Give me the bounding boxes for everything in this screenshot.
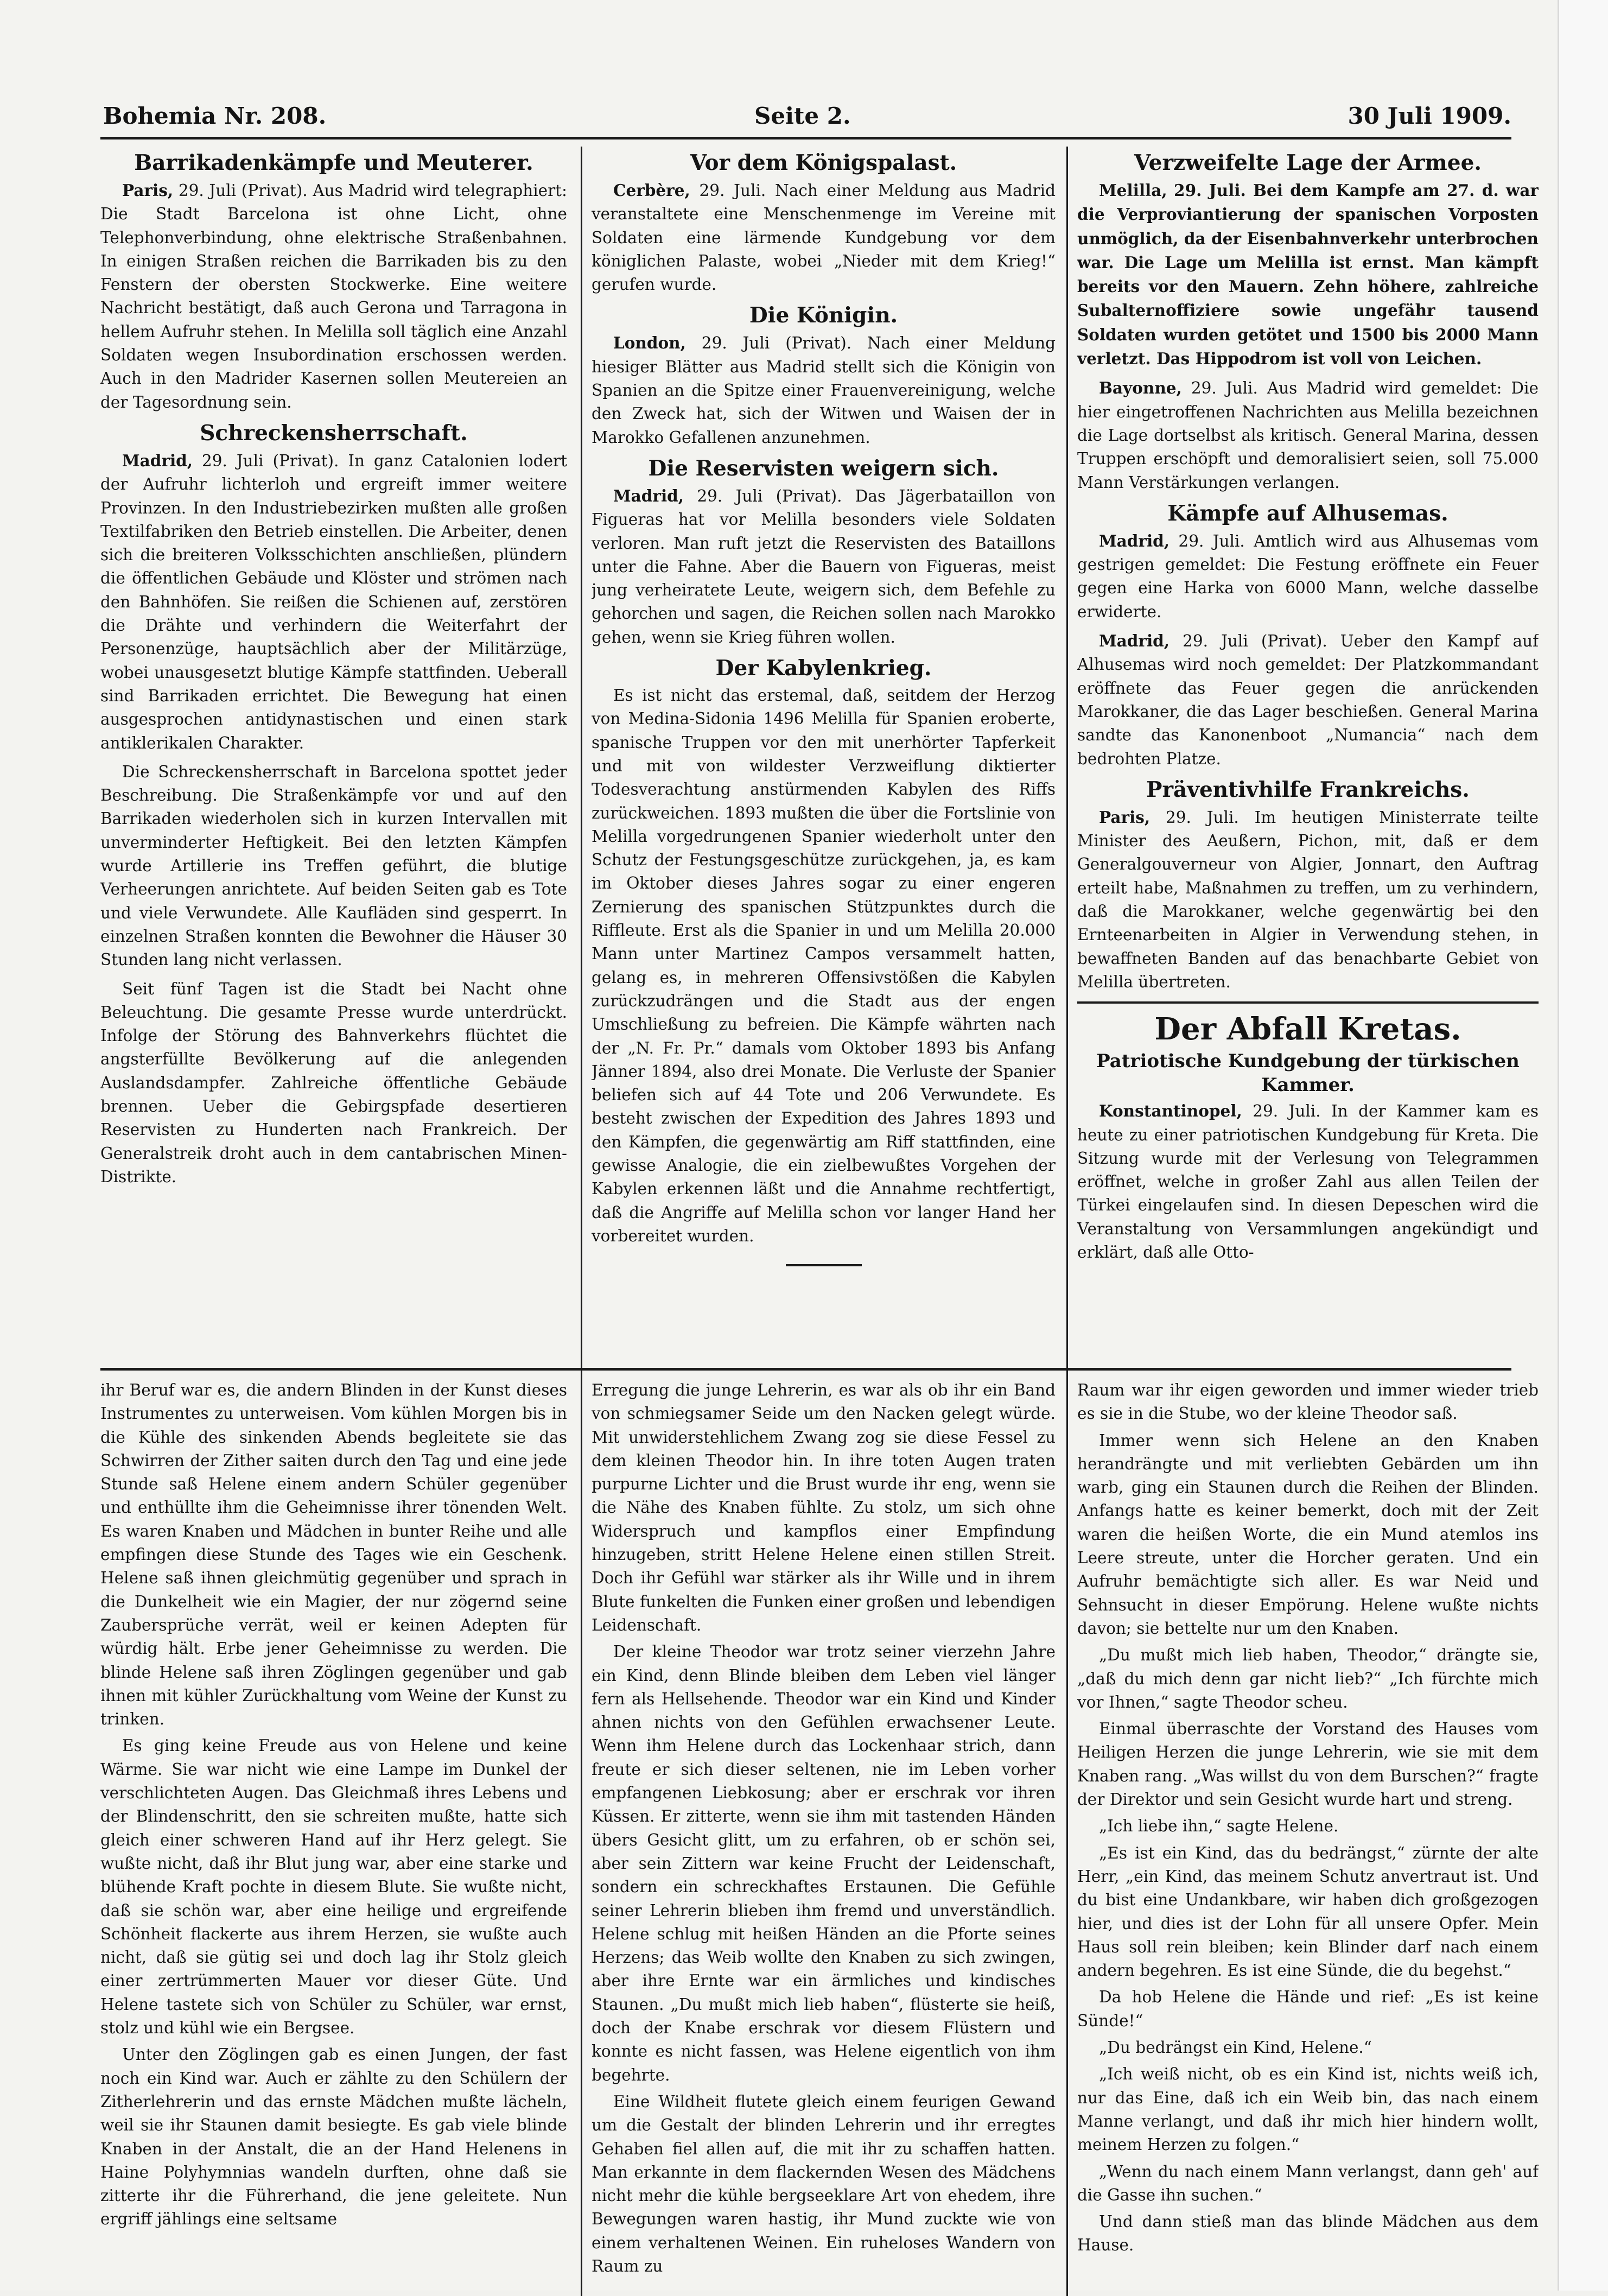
feuilleton-paragraph: Es ging keine Freude aus von Helene und keine Wärme. Sie war nicht wie eine Lampe im Dunkel der verschlichteten Augen. Das Gleichmaß ihres Lebens und der Blindenschritt, den sie schreiten mußte, hatte sich gleich einer schweren Hand auf ihr Herz gelegt. Sie wußte nicht, daß ihr Blut jung war, aber eine starke und blühende Kraft pochte in diesem Blute. Sie wußte nicht, daß sie schön war, aber eine heilige und ergreifende Schönheit flackerte aus ihrem Herzen, sie wußte auch nicht, daß sie gütig sei und doch lag ihr Stolz gleich einer zertrümmerten Mauer vor dieser Güte. Und Helene tastete sich von Schüler zu Schüler, war ernst, stolz und kühl wie ein Bergsee. bbox=[100, 1736, 567, 2038]
feuilleton-paragraph: „Ich weiß nicht, ob es ein Kind ist, nichts weiß ich, nur das Eine, daß ich ein Weib bin, das nach einem Manne verlangt, und daß ihr mich hier hindern wollt, meinem Herzen zu folgen.“ bbox=[1077, 2065, 1539, 2154]
article-alhusemas bbox=[1077, 529, 1539, 624]
article-text: 29. Juli. Im heutigen Ministerrate teilte Minister des Aeußern, Pichon, mit, daß er dem Generalgouverneur von Algier, Jonnart, den Auftrag erteilt habe, Maßnahmen zu treffen, um zu verhindern, daß die Marokkaner, welche gegenwärtig bei den Ernteenarbeiten in Algier in Verwendung stehen, in bewaffneten Banden auf das benachbarte Gebiet von Melilla übertreten. bbox=[1077, 808, 1539, 991]
headline-alhusemas: Kämpfe auf Alhusemas. bbox=[1167, 500, 1448, 526]
article-text: 29. Juli (Privat). Nach einer Meldung hiesiger Blätter aus Madrid stellt sich die Königin von Spanien an die Spitze einer Frauenvereinigung, welche den Zweck hat, sich der Witwen und Waisen der in Marokko Gefallenen anzunehmen. bbox=[592, 334, 1056, 447]
article-schreckensherrschaft-p1 bbox=[100, 449, 567, 755]
headline-abfall-kretas: Der Abfall Kretas. bbox=[1154, 1011, 1461, 1048]
feuilleton-paragraph: „Du mußt mich lieb haben, Theodor,“ drängte sie, „daß du mich denn gar nicht lieb?“ „Ich fürchte mich vor Ihnen,“ sagte Theodor scheu. bbox=[1077, 1646, 1539, 1711]
section-rule bbox=[1077, 1001, 1539, 1004]
article-text-bold: 29. Juli. Bei dem Kampfe am 27. d. war die Verproviantierung der spanischen Vorposten unmöglich, da der Eisenbahnverkehr unterbrochen war. Die Lage um Melilla ist ernst. Man kämpft bereits vor den Mauern. Zehn höhere, zahlreiche Subalternoffiziere sowie ungefähr tausend Soldaten wurden getötet und 1500 bis 2000 Mann verletzt. Das Hippodrom ist voll von Leichen. bbox=[1077, 181, 1539, 369]
article-text: 29. Juli. In der Kammer kam es heute zu einer patriotischen Kundgebung für Kreta. Die Sitzung wurde mit der Verlesung von Telegrammen eröffnet, welche in großer Zahl aus allen Teilen der Türkei eingelaufen sind. In diesen Depeschen wird die Veranstaltung von Versammlungen angekündigt und erklärt, daß alle Otto- bbox=[1077, 1102, 1539, 1261]
dateline: Paris, bbox=[1099, 807, 1151, 827]
article-praeventivhilfe bbox=[1077, 805, 1539, 994]
article-text: 29. Juli. Aus Madrid wird gemeldet: Die hier eingetroffenen Nachrichten aus Melilla bezeichnen die Lage dortselbst als kritisch. General Marina, dessen Truppen erschöpft und demoralisiert seien, soll 75.000 Mann Verstärkungen verlangen. bbox=[1077, 379, 1539, 492]
article-schreckensherrschaft-p2: Die Schreckensherrschaft in Barcelona spottet jeder Beschreibung. Die Straßenkämpfe vor und auf den Barrikaden wiederholen sich in kurzen Intervallen mit unverminderter Heftigkeit. Bei den letzten Kämpfen wurde Artillerie ins Treffen geführt, die blutige Verheerungen anrichtete. Auf beiden Seiten gab es Tote und viele Verwundete. Alle Kaufläden sind gesperrt. In einzelnen Straßen konnten die Bewohner die Häuser 30 Stunden lang nicht verlassen. bbox=[100, 762, 567, 969]
article-koenigin bbox=[592, 331, 1056, 449]
dateline: Konstantinopel, bbox=[1099, 1101, 1242, 1121]
header-page-number: Seite 2. bbox=[754, 103, 851, 129]
feuilleton-paragraph: Immer wenn sich Helene an den Knaben herandrängte und mit verliebten Gebärden um ihn warb, ging ein Staunen durch die Reihen der Blinden. Anfangs hatte es keiner bemerkt, doch mit der Zeit waren die heißen Worte, die ein Mund atemlos ins Leere streute, unter die Horcher geraten. Und ein Aufruhr bemächtigte sich aller. Es war Neid und Sehnsucht in dieser Empörung. Helene wußte nichts davon; sie bettelte nur um den Knaben. bbox=[1077, 1431, 1539, 1638]
article-barrikadenkaempfe bbox=[100, 179, 567, 414]
article-text: 29. Juli (Privat). In ganz Catalonien lodert der Aufruhr lichterloh und ergreift immer weitere Provinzen. In den Industriebezirken mußten alle großen Textilfabriken den Betrieb einstellen. Die Arbeiter, denen sich die breiteren Volksschichten anschließen, plündern die öffentlichen Gebäude und Klöster und strömen nach den Bahnhöfen. Sie reißen die Schienen auf, zerstören die Drähte und verhindern die Weiterfahrt der Personenzüge, hauptsächlich aber der Militärzüge, wobei unausgesetzt blutige Kämpfe stattfinden. Ueberall sind Barrikaden errichtet. Die Bewegung hat einen ausgesprochen antidynastischen und einen stark antiklerikalen Charakter. bbox=[100, 451, 567, 752]
feuilleton-paragraph: Einmal überraschte der Vorstand des Hauses vom Heiligen Herzen die junge Lehrerin, wie sie mit dem Knaben rang. „Was willst du von dem Burschen?“ fragte der Direktor und sein Gesicht wurde hart und streng. bbox=[1077, 1720, 1539, 1809]
dateline: Madrid, bbox=[1099, 631, 1170, 651]
headline-praeventivhilfe: Präventivhilfe Frankreichs. bbox=[1146, 777, 1470, 802]
feuilleton-paragraph: ihr Beruf war es, die andern Blinden in der Kunst dieses Instrumentes zu unterweisen. Vom kühlen Morgen bis in die Kühle des sinkenden Abends begleitete sie das Schwirren der Zither saiten durch den Tag und eine jede Stunde saß Helene einem andern Schüler gegenüber und enthüllte ihm die Geheimnisse ihrer tönenden Welt. Es waren Knaben und Mädchen in bunter Reihe und alle empfingen diese Stunde des Tages wie ein Geschenk. Helene saß ihnen gleichmütig gegenüber und sprach in die Dunkelheit wie ein Magier, der nur zögernd seine Zaubersprüche verrät, weil er keinen Adepten für würdig hält. Erbe jener Geheimnisse zu werden. Die blinde Helene saß ihren Zöglingen gegenüber und gab ihnen mit kühler Zurückhaltung vom Weine der Kunst zu trinken. bbox=[100, 1381, 567, 1729]
headline-barrikadenkaempfe: Barrikadenkämpfe und Meuterer. bbox=[134, 150, 533, 175]
feuilleton-column-3 bbox=[1077, 1379, 1539, 2291]
headline-koenigspalast: Vor dem Königspalast. bbox=[690, 150, 957, 175]
article-end-rule bbox=[786, 1264, 862, 1266]
headline-reservisten: Die Reservisten weigern sich. bbox=[648, 455, 999, 481]
feuilleton-paragraph: Unter den Zöglingen gab es einen Jungen, der fast noch ein Kind war. Auch er zählte zu den Schülern der Zitherlehrerin und das ernste Mädchen mußte lächeln, weil sie ihr Staunen damit besiegte. Es gab viele blinde Knaben in der Anstalt, die an der Hand Helenens in Haine Polyhymnias wandeln durften, ohne daß sie zitterte ihr die Führerhand, die jene geleitete. Nun ergriff jählings eine seltsame bbox=[100, 2045, 567, 2229]
headline-verzweifelte-lage: Verzweifelte Lage der Armee. bbox=[1134, 150, 1482, 175]
article-text: 29. Juli (Privat). Ueber den Kampf auf Alhusemas wird noch gemeldet: Der Platzkommandant eröffnete das Feuer gegen die anrückenden Marokkaner, die das Lager beschießen. General Marina sandte das Kanonenboot „Numancia“ nach dem bedrohten Platze. bbox=[1077, 632, 1539, 768]
dateline: Madrid, bbox=[1099, 531, 1170, 550]
feuilleton-paragraph: „Es ist ein Kind, das du bedrängst,“ zürnte der alte Herr, „ein Kind, das meinem Schutz anvertraut ist. Und du bist eine Undankbare, wir haben dich großgezogen hier, und dies ist der Lohn für all unsere Opfer. Mein Haus soll rein bleiben; kein Blinder darf nach einem andern begehren. Es ist eine Sünde, die du begehst.“ bbox=[1077, 1843, 1539, 1980]
headline-schreckensherrschaft: Schreckensherrschaft. bbox=[200, 420, 468, 446]
dateline: Melilla, bbox=[1099, 181, 1167, 200]
article-kreta bbox=[1077, 1099, 1539, 1264]
column-2 bbox=[592, 149, 1056, 1360]
article-koenigspalast bbox=[592, 179, 1056, 296]
column-rule-1 bbox=[581, 147, 582, 2296]
feuilleton-paragraph: Eine Wildheit flutete gleich einem feurigen Gewand um die Gestalt der blinden Lehrerin und ihr erregtes Gehaben fiel allen auf, die mit ihr zu schaffen hatten. Man erkannte in dem flackernden Wesen des Mädchens nicht mehr die kühle bergseeklare Art von ehedem, ihre Bewegungen waren hastig, ihr Mund zuckte wie von einem verhaltenen Weinen. Ein ruheloses Wandern von Raum zu bbox=[592, 2092, 1056, 2275]
dateline: London, bbox=[613, 333, 686, 353]
article-schreckensherrschaft-p3: Seit fünf Tagen ist die Stadt bei Nacht ohne Beleuchtung. Die gesamte Presse wurde unterdrückt. Infolge der Störung des Bahnverkehrs flüchtet die angsterfüllte Bevölkerung auf die anlegenden Auslandsdampfer. Zahlreiche öffentliche Gebäude brennen. Ueber die Gebirgspfade desertieren Reservisten zu Hunderten nach Frankreich. Der Generalstreik droht auch in dem cantabrischen Minen-Distrikte. bbox=[100, 979, 567, 1186]
subheadline-kammer: Patriotische Kundgebung der türkischen Kammer. bbox=[1096, 1050, 1520, 1096]
feuilleton-paragraph: Da hob Helene die Hände und rief: „Es ist keine Sünde!“ bbox=[1077, 1988, 1539, 2030]
feuilleton-paragraph: „Wenn du nach einem Mann verlangst, dann geh' auf die Gasse ihn suchen.“ bbox=[1077, 2162, 1539, 2204]
feuilleton-column-2 bbox=[592, 1379, 1056, 2291]
column-1 bbox=[100, 149, 567, 1360]
article-text: 29. Juli (Privat). Das Jägerbataillon von Figueras hat vor Melilla besonders viele Soldaten verloren. Man ruft jetzt die Reservisten des Bataillons unter die Fahne. Aber die Bauern von Figueras, meist jung verheiratete Leute, weigern sich, dem Befehle zu gehorchen und sagen, die Reichen sollen nach Marokko gehen, wenn sie Krieg führen wollen. bbox=[592, 486, 1056, 646]
article-verzweifelte-lage bbox=[1077, 179, 1539, 371]
dateline: Madrid, bbox=[613, 486, 684, 505]
header-rule bbox=[100, 137, 1511, 139]
dateline: Paris, bbox=[122, 181, 174, 200]
article-text: 29. Juli. Nach einer Meldung aus Madrid veranstaltete eine Menschenmenge im Vereine mit Soldaten eine lärmende Kundgebung vor dem königlichen Palaste, wobei „Nieder mit dem Krieg!“ gerufen wurde. bbox=[592, 181, 1056, 294]
feuilleton-paragraph: „Du bedrängst ein Kind, Helene.“ bbox=[1099, 2038, 1372, 2057]
page-edge bbox=[1558, 0, 1608, 2291]
dateline: Bayonne, bbox=[1099, 378, 1182, 398]
feuilleton-paragraph: „Ich liebe ihn,“ sagte Helene. bbox=[1099, 1817, 1339, 1836]
dateline: Cerbère, bbox=[613, 181, 690, 200]
article-kabylenkrieg: Es ist nicht das erstemal, daß, seitdem der Herzog von Medina-Sidonia 1496 Melilla für Spanien eroberte, spanische Truppen vor den mit unerhörter Tapferkeit und mit von wildester Verzweiflung diktierter Todesverachtung anstürmenden Kabylen des Riffs zurückweichen. 1893 mußten die über die Fortslinie von Melilla vorgedrungenen Spanier wiederholt unter den Schutz der Festungsgeschütze zurückgehen, ja, es kam im Oktober dieses Jahres sogar zu einer engeren Zernierung des spanischen Stützpunktes durch die Riffleute. Erst als die Spanier in und um Melilla 20.000 Mann unter Martinez Campos versammelt hatten, gelang es, in mehreren Offensivstößen die Kabylen zurückzudrängen und die Stadt aus der engen Umschließung zu befreien. Die Kämpfe währten nach der „N. Fr. Pr.“ damals vom Oktober 1893 bis Anfang Jänner 1894, also drei Monate. Die Verluste der Spanier beliefen sich auf 44 Tote und 206 Verwundete. Es besteht zwischen der Expedition des Jahres 1893 und den Kämpfen, die gegenwärtig am Riff stattfinden, eine gewisse Analogie, die ein zielbewußtes Vorgehen der Kabylen erkennen läßt und die Annahme rechtfertigt, daß die Angriffe auf Melilla schon vor langer Hand her vorbereitet wurden. bbox=[592, 686, 1056, 1245]
headline-koenigin: Die Königin. bbox=[749, 303, 898, 328]
feuilleton-paragraph: Der kleine Theodor war trotz seiner vierzehn Jahre ein Kind, denn Blinde bleiben dem Leben viel länger fern als Hellsehende. Theodor war ein Kind und Kinder ahnen nichts von den Gefühlen erwachsener Leute. Wenn ihm Helene durch das Lockenhaar strich, dann freute er sich dieser seltenen, nie im Leben vorher empfangenen Liebkosung; aber er erschrak vor ihren Küssen. Er zitterte, wenn sie ihm mit tastenden Händen übers Gesicht glitt, um zu erfahren, ob er schön sei, aber sein Zittern war keine Frucht der Leidenschaft, sondern ein schreckhaftes Erstaunen. Die Gefühle seiner Lehrerin blieben ihm fremd und unverständlich. Helene schlug mit heißen Händen an die Pforte seines Herzens; das Weib wollte den Knaben zu sich zwingen, aber ihre Ernte war ein ärmliches und kindisches Staunen. „Du mußt mich lieb haben“, flüsterte sie heiß, doch der Knabe erschrak vor diesem Flüstern und konnte es nicht fassen, was Helene eigentlich von ihm begehrte. bbox=[592, 1642, 1056, 2084]
feuilleton-paragraph: Raum war ihr eigen geworden und immer wieder trieb es sie in die Stube, wo der kleine Theodor saß. bbox=[1077, 1381, 1539, 1423]
article-reservisten bbox=[592, 484, 1056, 649]
column-rule-2 bbox=[1066, 147, 1068, 2296]
header-issue: Bohemia Nr. 208. bbox=[103, 103, 327, 129]
column-3 bbox=[1077, 149, 1539, 1360]
article-text: 29. Juli. Amtlich wird aus Alhusemas vom gestrigen gemeldet: Die Festung eröffnete ein Feuer gegen eine Harka von 6000 Mann, welche dasselbe erwiderte. bbox=[1077, 531, 1539, 621]
header-date: 30 Juli 1909. bbox=[1348, 103, 1511, 129]
feuilleton-paragraph: Und dann stieß man das blinde Mädchen aus dem Hause. bbox=[1077, 2212, 1539, 2255]
article-text: 29. Juli (Privat). Aus Madrid wird telegraphiert: Die Stadt Barcelona ist ohne Licht, ohne Telephonverbindung, ohne elektrische Straßenbahnen. In einigen Straßen reichen die Barrikaden bis zu den Fenstern der obersten Stockwerke. Eine weitere Nachricht bestätigt, daß auch Gerona und Tarragona in hellem Aufruhr stehen. In Melilla soll täglich eine Anzahl Soldaten wegen Insubordination erschossen werden. Auch in den Madrider Kasernen sollen Meutereien an der Tagesordnung sein. bbox=[100, 181, 567, 411]
feuilleton-column-1 bbox=[100, 1379, 567, 2291]
article-alhusemas-2 bbox=[1077, 629, 1539, 771]
headline-kabylenkrieg: Der Kabylenkrieg. bbox=[715, 656, 932, 681]
page-header bbox=[100, 100, 1511, 133]
article-bayonne bbox=[1077, 376, 1539, 494]
feuilleton-rule bbox=[100, 1368, 1511, 1371]
feuilleton-paragraph: Erregung die junge Lehrerin, es war als ob ihr ein Band von schmiegsamer Seide um den Nacken gelegt würde. Mit unwiderstehlichem Zwang zog sie diese Fessel zu dem kleinen Theodor hin. In ihre toten Augen traten purpurne Lichter und die Brust wurde ihr eng, wenn sie die Nähe des Knaben fühlte. Zu stolz, um sich ohne Widerspruch und kampflos einer Empfindung hinzugeben, stritt Helene Helene einen stillen Streit. Doch ihr Gefühl war stärker als ihr Wille und in ihrem Blute funkelten die Funken einer großen und lebendigen Leidenschaft. bbox=[592, 1381, 1056, 1634]
dateline: Madrid, bbox=[122, 451, 193, 470]
